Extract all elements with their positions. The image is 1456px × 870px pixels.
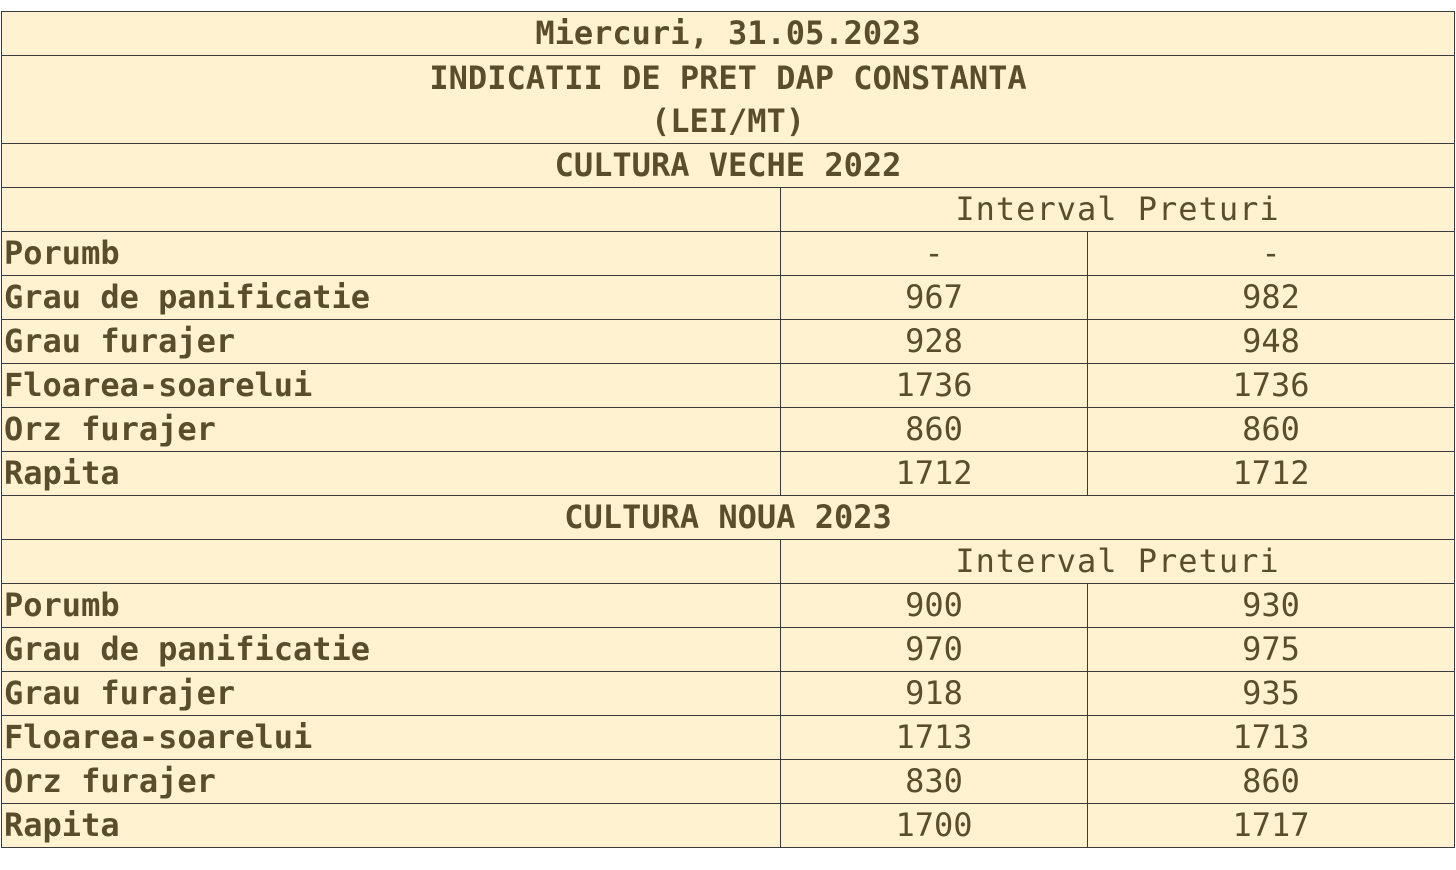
price-max: 930 xyxy=(1088,584,1455,628)
product-label: Porumb xyxy=(2,232,781,276)
price-max: 975 xyxy=(1088,628,1455,672)
table-row xyxy=(2,320,1455,364)
table-row xyxy=(2,276,1455,320)
date-row xyxy=(2,12,1455,56)
price-max: 1717 xyxy=(1088,804,1455,848)
price-max: 1712 xyxy=(1088,452,1455,496)
product-label: Orz furajer xyxy=(2,408,781,452)
product-label: Floarea-soarelui xyxy=(2,716,781,760)
price-table xyxy=(1,11,1455,848)
price-max: 1713 xyxy=(1088,716,1455,760)
product-label: Grau de panificatie xyxy=(2,276,781,320)
product-label: Rapita xyxy=(2,452,781,496)
price-min: 1712 xyxy=(781,452,1088,496)
price-min: 918 xyxy=(781,672,1088,716)
empty-header-cell xyxy=(2,540,781,584)
table-row xyxy=(2,716,1455,760)
product-label: Grau furajer xyxy=(2,672,781,716)
price-min: 1700 xyxy=(781,804,1088,848)
price-max: - xyxy=(1088,232,1455,276)
table-row xyxy=(2,804,1455,848)
price-min: 900 xyxy=(781,584,1088,628)
interval-label: Interval Preturi xyxy=(781,188,1455,232)
title-cell xyxy=(2,56,1455,144)
table-row xyxy=(2,760,1455,804)
date-cell: Miercuri, 31.05.2023 xyxy=(2,12,1455,56)
title-line-1: INDICATII DE PRET DAP CONSTANTA xyxy=(429,58,1027,97)
table-row xyxy=(2,672,1455,716)
table-row xyxy=(2,232,1455,276)
section-title: CULTURA VECHE 2022 xyxy=(2,144,1455,188)
table-row xyxy=(2,452,1455,496)
title-row xyxy=(2,56,1455,144)
price-min: 1713 xyxy=(781,716,1088,760)
price-min: 970 xyxy=(781,628,1088,672)
price-min: 967 xyxy=(781,276,1088,320)
product-label: Porumb xyxy=(2,584,781,628)
table-row xyxy=(2,408,1455,452)
section-title-row xyxy=(2,496,1455,540)
product-label: Floarea-soarelui xyxy=(2,364,781,408)
title-line-2: (LEI/MT) xyxy=(650,101,806,140)
price-min: 1736 xyxy=(781,364,1088,408)
product-label: Grau de panificatie xyxy=(2,628,781,672)
interval-header-row xyxy=(2,188,1455,232)
product-label: Rapita xyxy=(2,804,781,848)
interval-label: Interval Preturi xyxy=(781,540,1455,584)
price-max: 860 xyxy=(1088,760,1455,804)
price-min: - xyxy=(781,232,1088,276)
price-max: 982 xyxy=(1088,276,1455,320)
price-max: 860 xyxy=(1088,408,1455,452)
price-max: 948 xyxy=(1088,320,1455,364)
empty-header-cell xyxy=(2,188,781,232)
product-label: Grau furajer xyxy=(2,320,781,364)
price-min: 928 xyxy=(781,320,1088,364)
price-max: 1736 xyxy=(1088,364,1455,408)
table-row xyxy=(2,628,1455,672)
table-row xyxy=(2,584,1455,628)
price-min: 830 xyxy=(781,760,1088,804)
product-label: Orz furajer xyxy=(2,760,781,804)
table-row xyxy=(2,364,1455,408)
price-max: 935 xyxy=(1088,672,1455,716)
section-title: CULTURA NOUA 2023 xyxy=(2,496,1455,540)
section-title-row xyxy=(2,144,1455,188)
interval-header-row xyxy=(2,540,1455,584)
price-min: 860 xyxy=(781,408,1088,452)
